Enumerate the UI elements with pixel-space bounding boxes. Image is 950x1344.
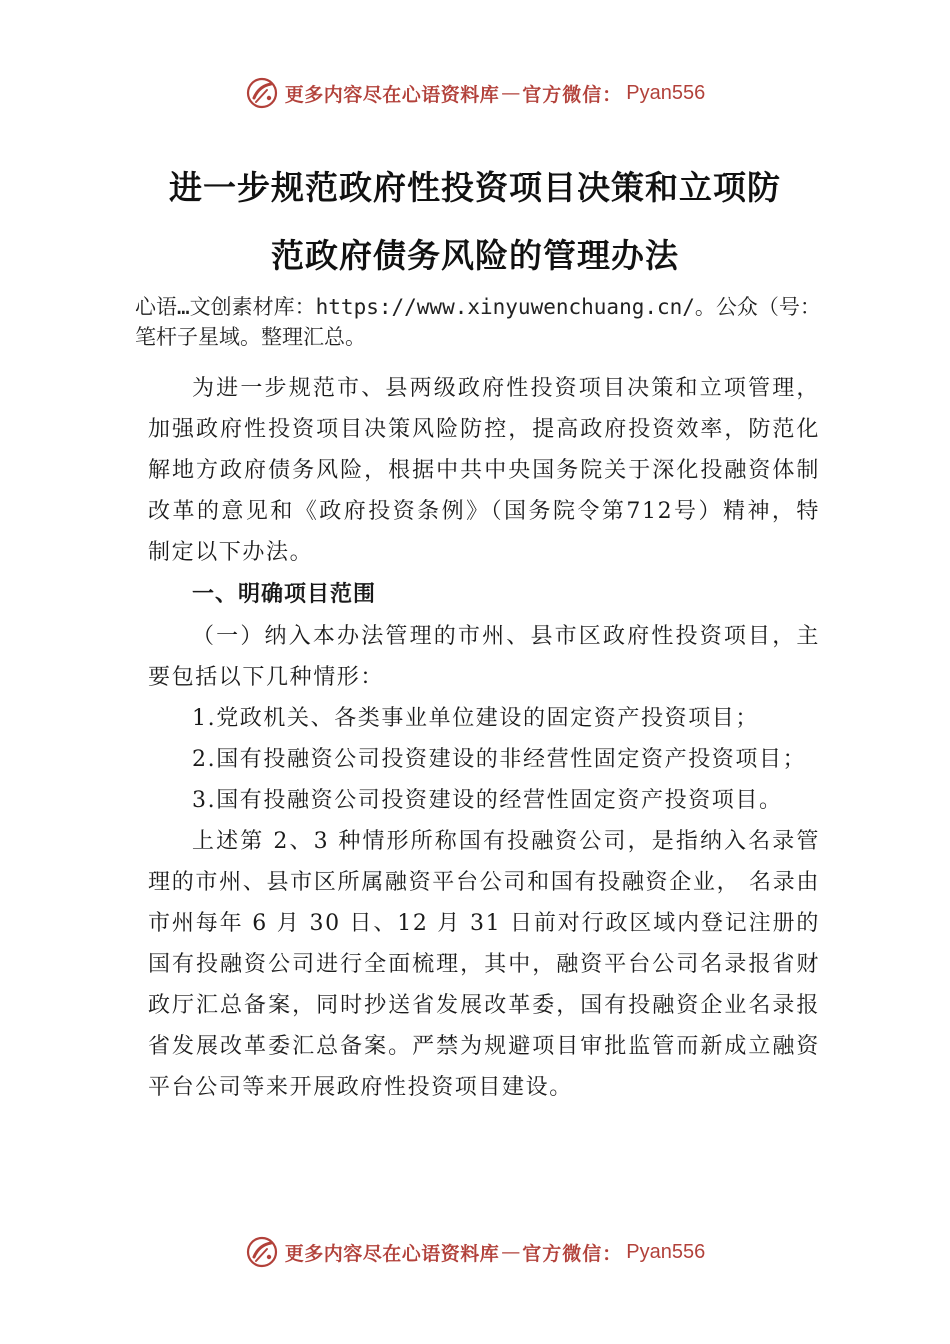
banner-wechat-id: Pyan556 — [626, 81, 706, 104]
header-banner — [0, 73, 950, 113]
source-note: 心语…文创素材库：https://www.xinyuwenchuang.cn/。公众（号：笔杆子星域。整理汇总。 — [135, 295, 821, 349]
banner-text: 更多内容尽在心语资料库 — [284, 1242, 500, 1265]
document-title-line-2: 范政府债务风险的管理办法 — [271, 236, 679, 275]
banner-separator: — — [501, 82, 521, 104]
banner-wechat-label: 官方微信： — [522, 1242, 623, 1265]
list-item-1: 1.党政机关、各类事业单位建设的固定资产投资项目； — [192, 706, 759, 731]
section-heading-1: 一、明确项目范围 — [192, 582, 377, 607]
footer-banner — [0, 1232, 950, 1272]
list-item-2: 2.国有投融资公司投资建设的非经营性固定资产投资项目； — [192, 747, 807, 772]
document-title-line-1: 进一步规范政府性投资项目决策和立项防 — [169, 168, 781, 207]
paragraph-definition: 上述第 2、3 种情形所称国有投融资公司，是指纳入名录管理的市州、县市区所属融资平台公司和国有投融资企业， 名录由市州每年 6 月 30 日、12 月 31 日前对行政区域内登记注册的国有投融资公司进行全面梳理，其中，融资平台公司名录报省财政厅汇总备案，同时抄送省发展改革委，国有投融资企业名录报省发展改革委汇总备案。严禁为规避项目审批监管而新成立融资平台公司等来开展政府性投资项目建设。 — [148, 829, 820, 1100]
intro-paragraph: 为进一步规范市、县两级政府性投资项目决策和立项管理，加强政府性投资项目决策风险防控，提高政府投资效率，防范化解地方政府债务风险，根据中共中央国务院关于深化投融资体制改革的意见和《政府投资条例》（国务院令第712号）精神，特制定以下办法。 — [148, 376, 820, 565]
paragraph-scope: （一）纳入本办法管理的市州、县市区政府性投资项目，主要包括以下几种情形： — [148, 624, 820, 690]
banner-separator: — — [501, 1241, 521, 1263]
document-body — [148, 368, 820, 1108]
brand-logo-icon — [245, 1235, 279, 1269]
brand-logo-icon — [245, 76, 279, 110]
banner-text: 更多内容尽在心语资料库 — [284, 83, 500, 106]
banner-wechat-label: 官方微信： — [522, 83, 623, 106]
list-item-3: 3.国有投融资公司投资建设的经营性固定资产投资项目。 — [192, 788, 783, 813]
banner-wechat-id: Pyan556 — [626, 1240, 706, 1263]
